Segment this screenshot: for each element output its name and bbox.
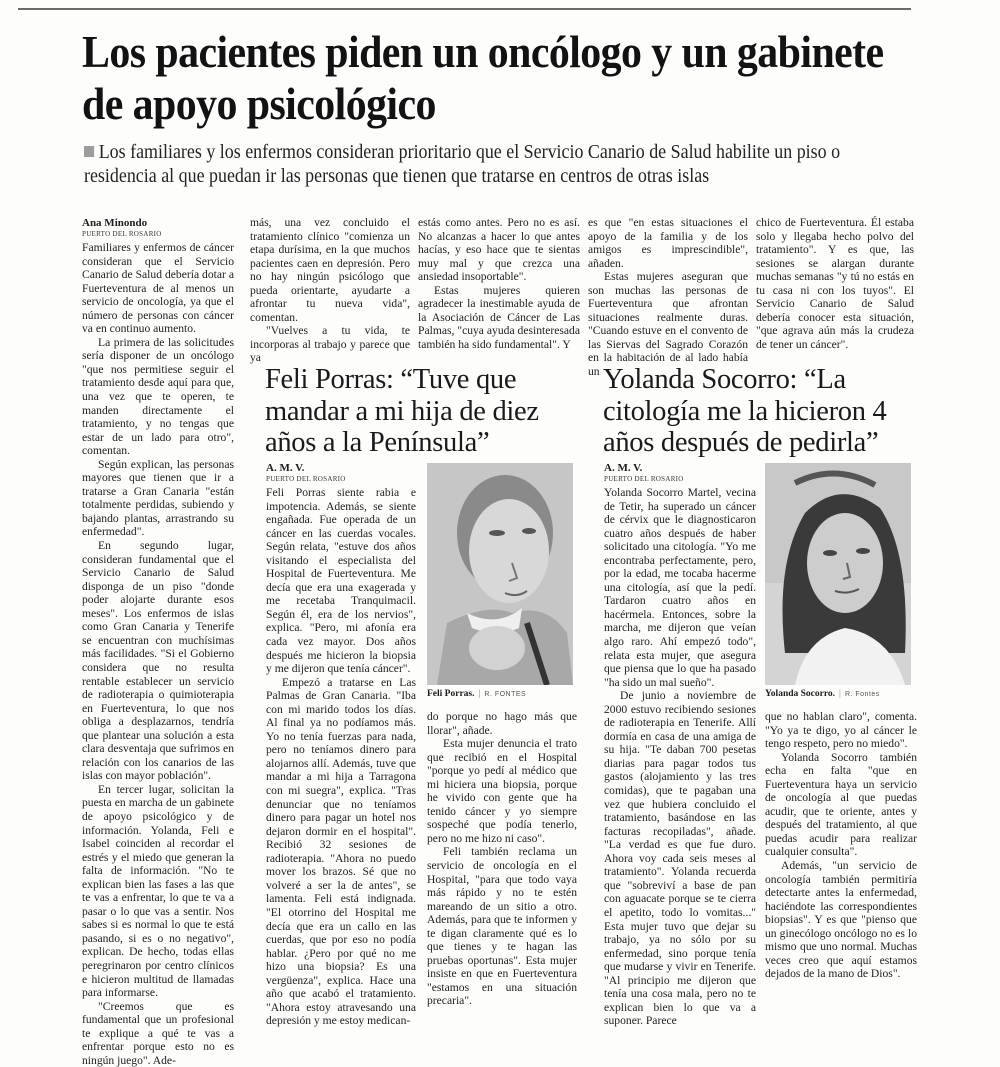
article-headline: Los pacientes piden un oncólogo y un gabinete de apoyo psicológico — [82, 27, 884, 129]
yolanda-title: Yolanda Socorro: “La citología me la hicieron 4 años después de pedirla” — [603, 364, 887, 458]
feli-photo-caption — [427, 688, 526, 701]
top-rule — [18, 8, 911, 10]
paragraph: Empezó a tratarse en Las Palmas de Gran Canaria. "Iba con mi marido todos los días. Al final ya no podíamos más. Yo no tenía fuerzas para nada, pero no teníamos dinero para alojarnos allí. Además, tuve que mandar a mi hija a Tarragona con mi suegra", explica. "Tras denunciar que no teníamos dinero para pagar un hotel nos dejaron dormir en el hospital". Recibió 32 sesiones de radioterapia. "Ahora no puedo mover los brazos. Sé que no volveré a ser la de antes", se lamenta. Feli está indignada. "El otorrino del Hospital me decía que era un callo en las cuerdas, que por eso no podía hablar. ¿Pero por qué no me hizo una biopsia? Es una vergüenza", explica. Hace una año que acabó el tratamiento. "Ahora estoy atravesando una depresión y me estoy medican- — [266, 675, 416, 1028]
yolanda-column-2 — [765, 710, 917, 981]
paragraph: "Vuelves a tu vida, te incorporas al trabajo y parece que ya — [250, 324, 410, 365]
main-column-3 — [418, 216, 580, 351]
paragraph: Además, "un servicio de oncología también permitiría detectarte antes la enfermedad, haciéndote las correspondientes biopsias". Y es que "pienso que un ginecólogo oncólogo no es lo mismo que uno normal. Muchas veces creo que aquí estamos dejados de la mano de Dios". — [765, 859, 917, 981]
feli-location: PUERTO DEL ROSARIO — [266, 475, 346, 483]
paragraph: De junio a noviembre de 2000 estuvo recibiendo sesiones de radioterapia en Tenerife. Allí dormía en casa de una amiga de su hija. "Te daban 700 pesetas diarias para pagar todos tus gastos (alojamiento y las tres comidas), que te pagaban una vez que hubiera concluido el tratamiento, basándose en las facturas recopiladas", añade. "La verdad es que fue duro. Ahora voy cada seis meses al tratamiento". Yolanda recuerda que "sobreviví a base de pan con aguacate porque se te cierra el apetito, todo lo vomitas..." Esta mujer tuvo que dejar su trabajo, ya no sólo por su enfermedad, sino porque tenía que mudarse y vivir en Tenerife. "Al principio me dijeron que tenía una cosa mala, pero no te explican bien lo que va a suponer. Parece — [604, 689, 756, 1028]
feli-title: Feli Porras: “Tuve que mandar a mi hija de diez años a la Península” — [265, 364, 539, 458]
paragraph: chico de Fuerteventura. Él estaba solo y llegaba hecho polvo del tratamiento". Y es que, las sesiones se alargan durante muchas semanas "y tú no estás en tu casa ni con los tuyos". El Servicio Canario de Salud debería conocer esta situación, "que agrava aún más la crudeza de tener un cáncer". — [756, 216, 914, 351]
paragraph: Esta mujer denuncia el trato que recibió en el Hospital "porque yo pedí al médico que mi hiciera una biopsia, porque he vivido con gente que ha tenido cáncer y yo siempre sospeché que podía tenerlo, pero no me hizo ni caso". — [427, 737, 577, 845]
portrait-image-icon — [765, 463, 911, 685]
paragraph: En segundo lugar, consideran fundamental que el Servicio Canario de Salud disponga de un piso "donde poder alojarte durante esos meses". Los enfermos de islas como Gran Canaria y Tenerife se encuentran con muchísimas más facilidades. "Si el Gobierno considera que no resulta rentable establecer un servicio de radioterapia o quimioterapia en Fuerteventura, lo que nos obliga a desplazarnos, tendría que plantear una solución a esta clara desventaja que sufrimos en relación con los canarios de las islas con mayor población". — [82, 539, 234, 783]
paragraph: Yolanda Socorro también echa en falta "que en Fuerteventura haya un servicio de oncología al que puedas acudir, que te oriente, antes y después del tratamiento, al que puedas acudir para realizar cualquier consulta". — [765, 750, 917, 859]
paragraph: "Creemos que es fundamental que un profesional te explique a qué te vas a enfrentar porque esto no es ningún juego". Ade- — [82, 999, 234, 1067]
main-column-1 — [82, 217, 234, 1067]
subhead-text: Los familiares y los enfermos consideran prioritario que el Servicio Canario de Salud habilite un piso o residencia al que puedan ir las personas que tienen que tratarse en centros de otras islas — [84, 142, 841, 187]
paragraph: más, una vez concluido el tratamiento clínico "comienza un etapa durísima, en la que muchos pacientes caen en depresión. Pero no hay ningún psicólogo que pueda orientarte, ayudarte a afrontar tu nueva vida", comentan. — [250, 216, 410, 324]
paragraph: do porque no hago más que llorar", añade. — [427, 710, 577, 737]
yolanda-photo-caption — [765, 688, 880, 701]
paragraph: La primera de las solicitudes sería disponer de un oncólogo "que nos permitiese seguir el tratamiento desde aquí para que, una vez que te operen, te manden directamente el tratamiento, y no tengas que estar de un lado para otro", comentan. — [82, 335, 234, 458]
photo-credit: R. Fontes — [844, 691, 880, 698]
paragraph: que no hablan claro", comenta. "Yo ya te digo, yo al cáncer le tengo respeto, pero no miedo". — [765, 710, 917, 751]
main-column-5 — [756, 216, 914, 351]
paragraph: Según explican, las personas mayores que tienen que ir a tratarse a Gran Canaria "están totalmente perdidas, subiendo y bajando plantas, arrastrando su enfermedad". — [82, 457, 234, 539]
article-subhead — [84, 141, 912, 189]
feli-byline: A. M. V. — [266, 462, 305, 474]
feli-column-2 — [427, 710, 577, 1008]
paragraph: Estas mujeres quieren agradecer la inestimable ayuda de la Asociación de Cáncer de Las Palmas, "cuya ayuda desinteresada también ha sido fundamental". Y — [418, 283, 580, 351]
paragraph: estás como antes. Pero no es así. No alcanzas a hacer lo que antes hacías, y eso hace que te sientas muy mal y que crezca una ansiedad insoportable". — [418, 216, 580, 284]
main-column-2 — [250, 216, 410, 365]
caption-separator: | — [478, 689, 481, 699]
caption-separator: | — [839, 689, 841, 699]
author-location: PUERTO DEL ROSARIO — [82, 230, 162, 238]
paragraph: Yolanda Socorro Martel, vecina de Tetir, ha superado un cáncer de cérvix que le diagnosticaron cuatro años después de haber solicitado una citología. "Yo me encontraba perfectamente, pero, por la edad, me tocaba hacerme una citología, así que la pedí. Tardaron cuatro años en hacérmela. Entonces, sobre la marcha, me dijeron que veían algo raro. Ahí empezó todo", relata esta mujer, que asegura que piensa que lo que ha pasado "ha sido un mal sueño". — [604, 486, 756, 689]
feli-column-1 — [266, 462, 416, 1028]
yolanda-socorro-photo — [765, 463, 911, 685]
author-byline: Ana Minondo — [82, 217, 148, 229]
portrait-image-icon — [427, 463, 573, 685]
paragraph: Familiares y enfermos de cáncer consideran que el Servicio Canario de Salud debería dotar a Fuerteventura de al menos un servicio de oncología, ya que el número de personas con cáncer va en continuo aumento. — [82, 241, 234, 336]
yolanda-column-1 — [604, 462, 756, 1028]
photo-credit: R. FONTES — [484, 691, 527, 698]
paragraph: es que "en estas situaciones el apoyo de la familia y de los amigos es imprescindible", añaden. — [588, 216, 748, 270]
main-column-4 — [588, 216, 748, 379]
paragraph: Feli Porras siente rabia e impotencia. Además, se siente engañada. Fue operada de un cáncer en las cuerdas vocales. Según relata, "estuve dos años visitando el especialista del Hospital de Fuerteventura. Me decía que era una exagerada y me recetaba Tranquimacil. Según él, era de los nervios", explica. "Pero, mi afonía era cada vez mayor. Dos años después me hicieron la biopsia y me dijeron que tenía cáncer". — [266, 486, 416, 676]
paragraph: En tercer lugar, solicitan la puesta en marcha de un gabinete de apoyo psicológico y de información. Yolanda, Feli e Isabel coinciden al recordar el estrés y el miedo que generan la falta de información. "No te explican bien las fases a las que te vas a enfrentar, lo que te va a pasar o lo que vas a sentir. Nos sabes si es normal lo que te está pasando, si es o no negativo", explican. De hecho, todas ellas peregrinaron por centro clínicos e hicieron multitud de llamadas para informarse. — [82, 782, 234, 1000]
square-bullet-icon — [84, 146, 94, 157]
caption-name: Yolanda Socorro. — [765, 689, 836, 699]
paragraph: Estas mujeres aseguran que son muchas las personas de Fuerteventura que afrontan situaciones realmente duras. "Cuando estuve en el convento de las Siervas del Sagrado Corazón en la habitación de al lado había un — [588, 270, 748, 379]
feli-porras-photo — [427, 463, 573, 685]
yolanda-location: PUERTO DEL ROSARIO — [604, 475, 684, 483]
paragraph: Feli también reclama un servicio de oncología en el Hospital, "para que todo vaya más rápido y no te estén mareando de un sitio a otro. Además, para que te informen y te digan claramente qué es lo que tienes y te hagan las pruebas oportunas". Esta mujer insiste en que en Fuerteventura "estamos en una situación precaria". — [427, 845, 577, 1008]
caption-name: Feli Porras. — [427, 689, 475, 699]
yolanda-byline: A. M. V. — [604, 462, 643, 474]
